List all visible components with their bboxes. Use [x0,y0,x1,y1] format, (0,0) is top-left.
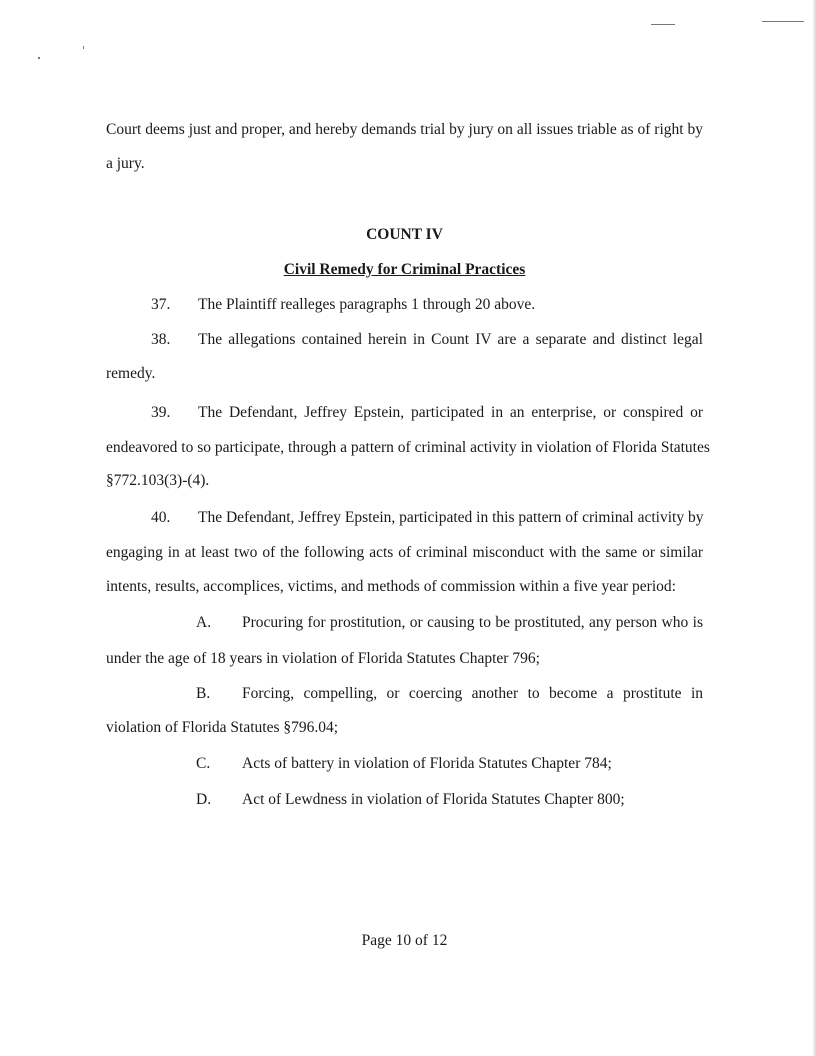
paragraph-text: The Defendant, Jeffrey Epstein, participated in an enterprise, or conspired or [198,404,703,421]
list-item-text: Forcing, compelling, or coercing another to become a prostitute in [242,685,703,702]
list-item-letter: B. [196,685,211,702]
list-item-text: under the age of 18 years in violation of Florida Statutes Chapter 796; [106,650,540,667]
paragraph-text: endeavored to so participate, through a pattern of criminal activity in violation of Florida Statutes [106,439,710,456]
list-item-letter: C. [196,755,211,772]
scan-mark-top-right [762,21,804,22]
list-item-text: Acts of battery in violation of Florida Statutes Chapter 784; [242,755,612,772]
paragraph-number: 40. [151,509,171,526]
intro-line: a jury. [106,155,145,172]
paragraph-text: remedy. [106,365,156,382]
list-item-text: violation of Florida Statutes §796.04; [106,719,339,736]
list-item-letter: A. [196,614,212,631]
paragraph-text: §772.103(3)-(4). [106,472,210,489]
paragraph-text: engaging in at least two of the following acts of criminal misconduct with the same or similar [106,544,703,561]
paragraph-text: The Defendant, Jeffrey Epstein, participated in this pattern of criminal activity by [198,509,704,526]
list-item-text: Procuring for prostitution, or causing to be prostituted, any person who is [242,614,703,631]
count-heading: COUNT IV [366,226,443,243]
paragraph-text: intents, results, accomplices, victims, and methods of commission within a five year period: [106,578,676,595]
scan-dot [38,57,40,59]
scan-mark-top [651,24,675,25]
paragraph-text: The allegations contained herein in Count IV are a separate and distinct legal [198,331,703,348]
paragraph-number: 37. [151,296,171,313]
paragraph-number: 38. [151,331,171,348]
scan-dot [83,46,84,49]
paragraph-number: 39. [151,404,171,421]
paragraph-text: The Plaintiff realleges paragraphs 1 through 20 above. [198,296,536,313]
list-item-text: Act of Lewdness in violation of Florida Statutes Chapter 800; [242,791,625,808]
page-footer: Page 10 of 12 [361,932,448,949]
intro-line: Court deems just and proper, and hereby demands trial by jury on all issues triable as of right by [106,121,703,138]
count-subheading: Civil Remedy for Criminal Practices [283,261,526,278]
list-item-letter: D. [196,791,212,808]
